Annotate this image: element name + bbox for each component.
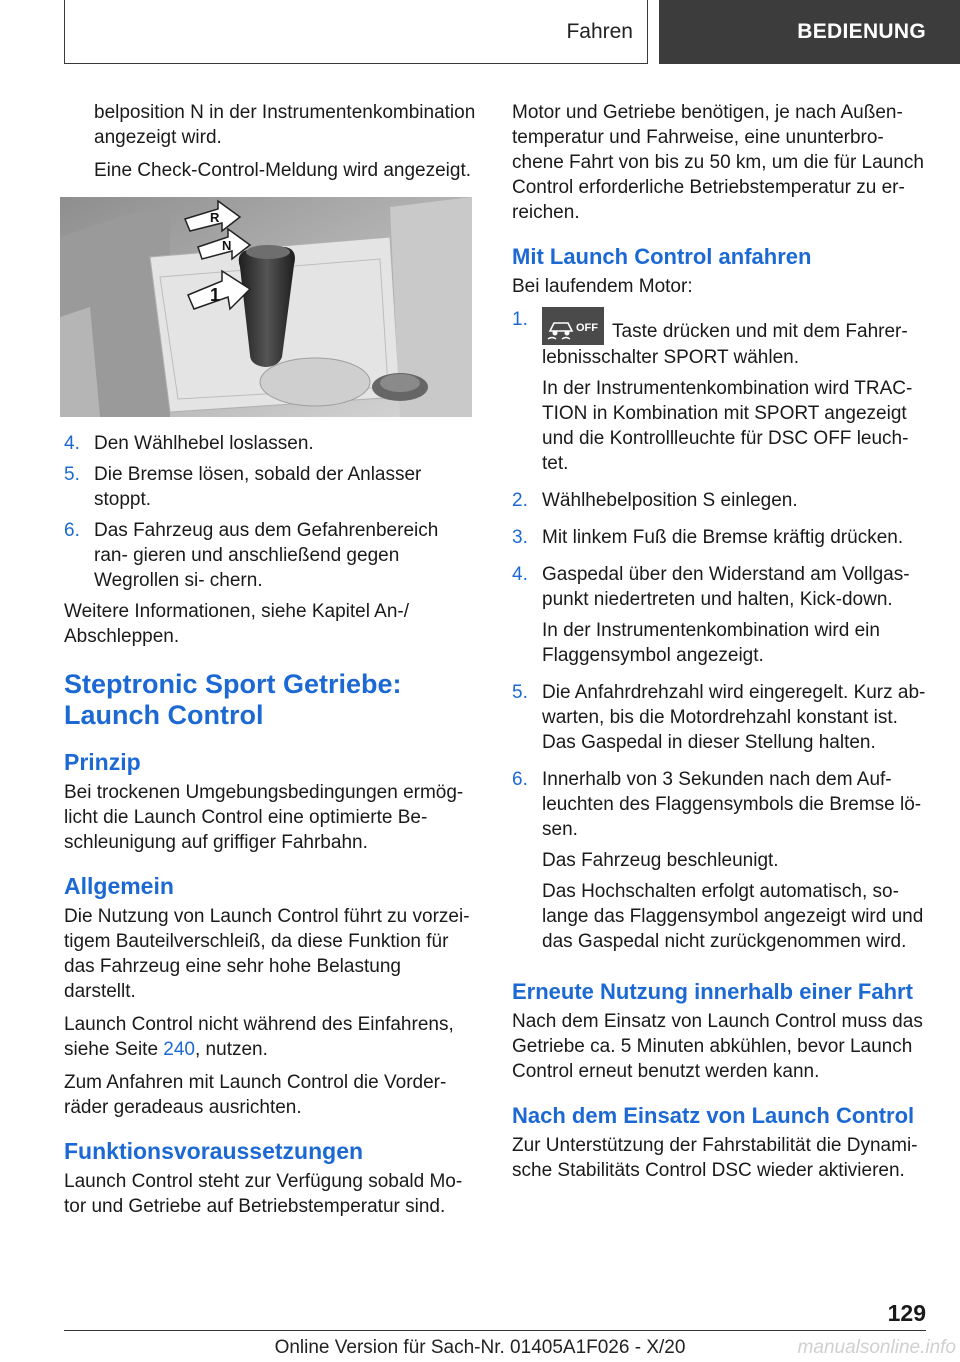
step-subtext: Das Hochschalten erfolgt automatisch, so- lange das Flaggensymbol angezeigt wird und das Gaspedal nicht zurückgenommen wird. [542,881,924,952]
nach-paragraph: Zur Unterstützung der Fahrstabilität die Dynami- sche Stabilitäts Control DSC wieder aktivieren. [512,1135,918,1181]
figure-label-r: R [210,210,220,225]
header-section-tab [64,0,648,64]
step-item [512,488,926,519]
step-number: 4. [64,433,80,454]
step-text: Gaspedal über den Widerstand am Vollgas- punkt niedertreten und halten, Kick-down. [542,564,910,610]
heading-nach-einsatz: Nach dem Einsatz von Launch Control [512,1103,915,1128]
step-item [64,518,476,593]
watermark: manualsonline.info [797,1337,956,1358]
step-number: 1. [512,309,528,330]
step-text-with-icon [542,307,926,370]
dsc-off-button-icon [542,307,604,345]
erneute-paragraph: Nach dem Einsatz von Launch Control muss das Getriebe ca. 5 Minuten abkühlen, bevor Launch Control erneut benutzt werden kann. [512,1011,923,1082]
intro-paragraph: belposition N in der Instrumentenkombination angezeigt wird. [94,102,476,148]
intro-paragraph: Motor und Getriebe benötigen, je nach Außen- temperatur und Fahrweise, eine ununterbro- chene Fahrt von bis zu 50 km, um die für Launch Control erforderliche Betriebstemperatur zu er- reichen. [512,102,924,223]
anfahren-intro: Bei laufendem Motor: [512,276,693,297]
allgemein-paragraph: Die Nutzung von Launch Control führt zu vorzei- tigem Bauteilverschleiß, da diese Funktion für das Fahrzeug eine sehr hohe Belastung darstellt. [64,906,470,1002]
footer-online-version: Online Version für Sach-Nr. 01405A1F026 - X/20 [274,1337,686,1358]
heading-allgemein: Allgemein [64,873,174,899]
page-reference-link[interactable]: 240 [163,1039,195,1060]
step-item [512,767,926,960]
header-section-label: Fahren [566,19,633,43]
step-text: Die Anfahrdrehzahl wird eingeregelt. Kurz ab- warten, bis die Motordrehzahl konstant ist. Das Gaspedal in dieser Stellung halten. [542,682,926,753]
allgemein-paragraph-with-link [64,1012,476,1062]
step-text: Das Fahrzeug aus dem Gefahrenbereich ran- gieren und anschließend gegen Wegrollen si- chern. [94,520,439,591]
step-number: 6. [64,520,80,541]
allgemein-text: , nutzen. [195,1039,268,1060]
gear-selector-figure [60,197,472,417]
allgemein-paragraph: Zum Anfahren mit Launch Control die Vorder- räder geradeaus ausrichten. [64,1072,447,1118]
section-title: Steptronic Sport Getriebe: Launch Control [64,669,402,730]
step-text: Die Bremse lösen, sobald der Anlasser stoppt. [94,464,422,510]
step-number: 5. [512,682,528,703]
step-number: 3. [512,527,528,548]
step-item [64,431,476,456]
step-item [512,307,926,482]
step-item [512,562,926,674]
footer-divider [64,1330,926,1331]
gear-selector-illustration [60,197,472,417]
step-text: Den Wählhebel loslassen. [94,433,314,454]
step-subtext: In der Instrumentenkombination wird ein Flaggensymbol angezeigt. [542,620,880,666]
step-text: Innerhalb von 3 Sekunden nach dem Auf- leuchten des Flaggensymbols die Bremse lö- sen. [542,769,922,840]
step-subtext: Das Fahrzeug beschleunigt. [542,850,779,871]
step-item [64,462,476,512]
dsc-off-label: OFF [576,322,598,334]
left-column [64,100,476,1227]
heading-prinzip: Prinzip [64,749,141,775]
page-number: 129 [887,1300,926,1326]
step-text: Taste drücken und mit dem Fahrer- lebnisschalter SPORT wählen. [542,321,908,368]
allgemein-text: Launch Control nicht während des Einfahrens, siehe Seite [64,1014,454,1060]
intro-paragraph: Eine Check-Control-Meldung wird angezeigt. [94,160,472,181]
figure-label-n: N [222,238,232,253]
prinzip-paragraph: Bei trockenen Umgebungsbedingungen ermög- licht die Launch Control eine optimierte Be- schleunigung auf griffiger Fahrbahn. [64,782,464,853]
heading-funktionsvoraussetzungen: Funktionsvoraussetzungen [64,1138,364,1164]
right-column [512,100,926,1191]
step-number: 6. [512,769,528,790]
figure-label-1: 1 [210,285,221,305]
step-item [512,525,926,556]
step-text: Mit linkem Fuß die Bremse kräftig drücken. [542,527,904,548]
step-text: Wählhebelposition S einlegen. [542,490,798,511]
step-number: 5. [64,464,80,485]
funktion-paragraph: Launch Control steht zur Verfügung sobald Mo- tor und Getriebe auf Betriebstemperatur sind. [64,1171,463,1217]
header-chapter-label: BEDIENUNG [797,20,926,43]
heading-anfahren: Mit Launch Control anfahren [512,244,812,269]
header-chapter-tab [659,0,960,64]
heading-erneute-nutzung: Erneute Nutzung innerhalb einer Fahrt [512,979,913,1004]
step-number: 4. [512,564,528,585]
step-subtext: In der Instrumentenkombination wird TRAC- TION in Kombination mit SPORT angezeigt und die Kontrollleuchte für DSC OFF leuch- tet. [542,378,913,474]
step-item [512,680,926,761]
more-info-paragraph: Weitere Informationen, siehe Kapitel An-/ Abschleppen. [64,601,410,647]
step-number: 2. [512,490,528,511]
